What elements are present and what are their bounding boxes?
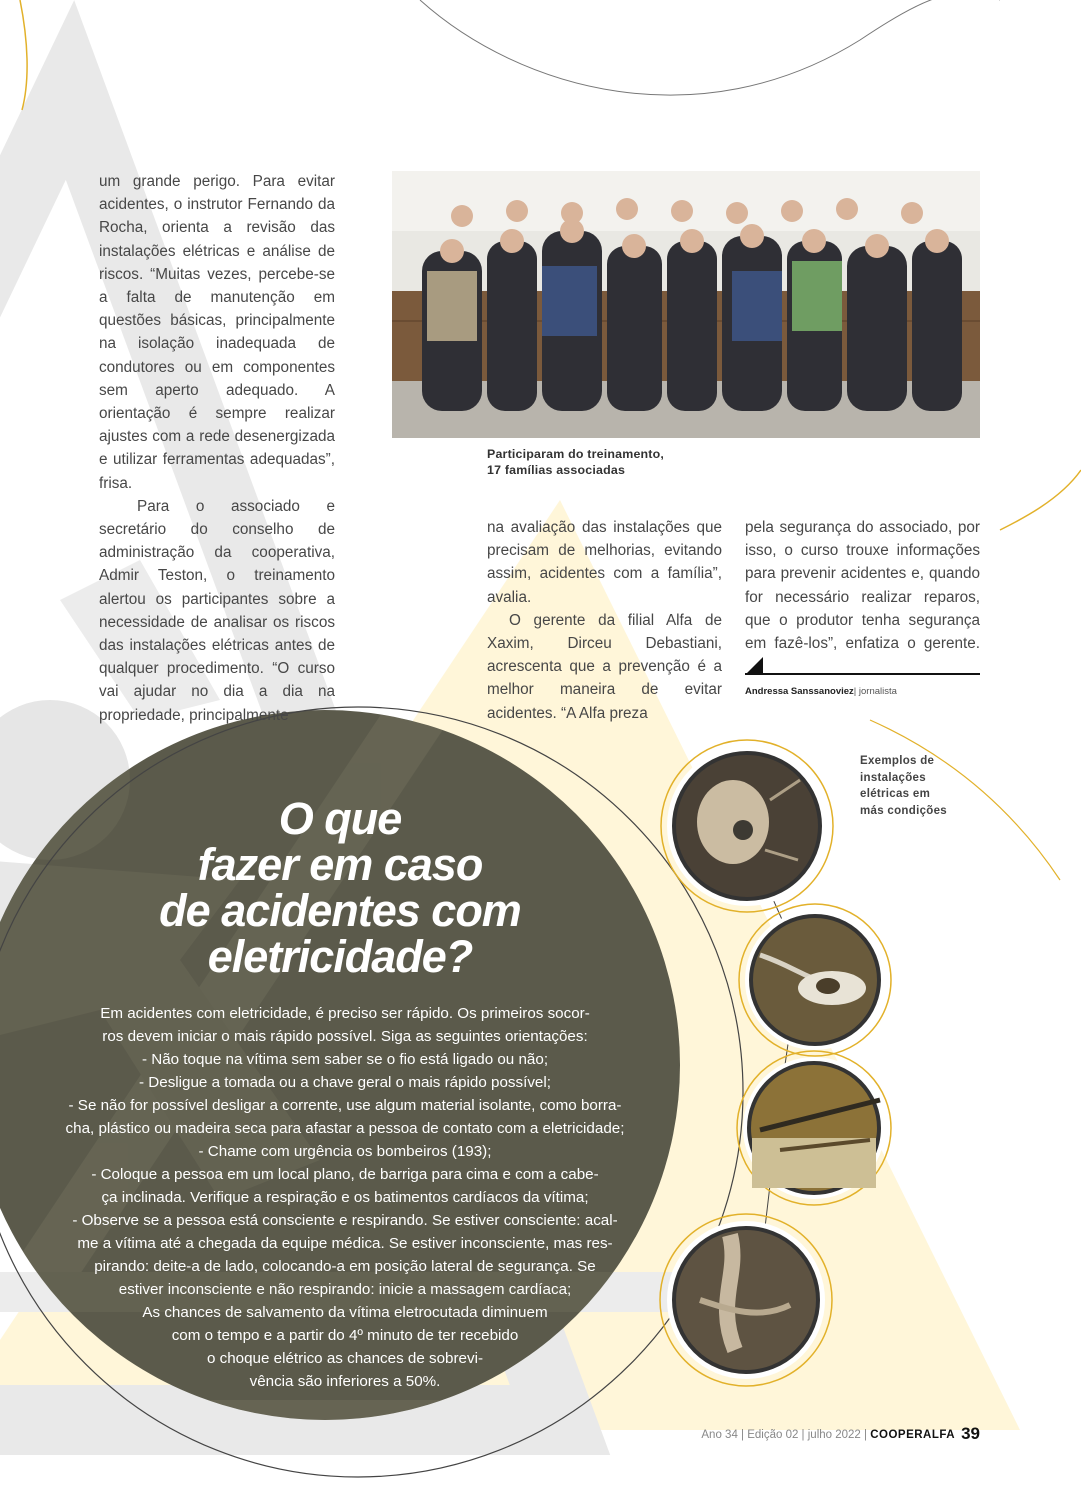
end-of-article-icon xyxy=(747,657,763,673)
paragraph: O gerente da filial Alfa de Xaxim, Dirceu Debastiani, acrescenta que a prevenção é a melhor maneira de evitar acidentes. “A Alfa preza xyxy=(487,611,722,722)
box-text-line: - Desligue a tomada ou a chave geral o mais rápido possível; xyxy=(139,1074,551,1091)
box-text-line: - Se não for possível desligar a corrente, use algum material isolante, como borra- xyxy=(68,1097,622,1114)
box-text-line: - Não toque na vítima sem saber se o fio está ligado ou não; xyxy=(141,1051,549,1068)
thumbnails-caption-line: Exemplos de xyxy=(860,755,935,767)
box-title-line: eletricidade? xyxy=(207,931,473,982)
box-title-line: fazer em caso xyxy=(197,839,483,890)
box-title xyxy=(140,793,540,982)
thumbnails-caption xyxy=(860,753,970,819)
paragraph: na avaliação das instalações que precisam de melhorias, evitando assim, acidentes com a família”, avalia. xyxy=(487,519,722,606)
article-column-right xyxy=(745,516,980,678)
thumbnails-caption-line: instalações xyxy=(860,771,926,784)
thumbnails-caption-line: más condições xyxy=(860,804,947,817)
paragraph: um grande perigo. Para evitar acidentes, o instrutor Fernando da Rocha, orienta a revisão das instalações elétricas e análise de riscos. “Muitas vezes, percebe-se a falta de manutenção em questões básicas, principalmente na isolação inadequada de condutores ou em componentes sem aperto adequado. A orientação é sempre realizar ajustes com a rede desenergizada e utilizar ferramentas adequadas”, frisa. xyxy=(99,173,335,492)
box-text-line: me a vítima até a chegada da equipe médica. Se estiver inconsciente, mas res- xyxy=(77,1235,613,1252)
box-text-line: As chances de salvamento da vítima eletrocutada diminuem xyxy=(142,1304,548,1321)
publication-name: COOPERALFA xyxy=(870,1429,956,1441)
gold-arc-right xyxy=(1000,470,1081,530)
box-text-line: cha, plástico ou madeira seca para afastar a pessoa de contato com a eletricidade; xyxy=(65,1120,625,1137)
byline-divider xyxy=(745,673,980,675)
page-footer xyxy=(701,1424,980,1444)
byline xyxy=(745,686,897,697)
box-text-line: estiver inconsciente e não respirando: inicie a massagem cardíaca; xyxy=(118,1281,572,1298)
paragraph: pela segurança do associado, por isso, o curso trouxe informações para prevenir acidentes e, quando for necessário realizar reparos, que o produtor tenha segurança em fazê-los”, enfatiza o gerente. xyxy=(745,519,980,653)
box-text-line: - Observe se a pessoa está consciente e respirando. Se estiver consciente: acal- xyxy=(72,1212,618,1229)
box-text-line: vência são inferiores a 50%. xyxy=(249,1373,441,1390)
box-text-line: com o tempo e a partir do 4º minuto de ter recebido xyxy=(171,1327,519,1344)
issue-info: Ano 34 | Edição 02 | julho 2022 | xyxy=(701,1429,871,1441)
box-title-line: O que xyxy=(278,793,402,844)
box-text-line: - Coloque a pessoa em um local plano, de barriga para cima e com a cabe- xyxy=(91,1166,599,1183)
photo-caption xyxy=(487,446,747,478)
box-title-line: de acidentes com xyxy=(159,885,521,936)
thumbnails-caption-line: elétricas em xyxy=(860,788,931,800)
thin-arc-top xyxy=(420,0,1000,95)
author-role: | jornalista xyxy=(853,686,897,697)
box-text-line: - Chame com urgência os bombeiros (193); xyxy=(198,1143,492,1160)
group-photo xyxy=(392,171,980,438)
photo-caption-line2: 17 famílias associadas xyxy=(487,463,626,477)
box-text-line: ros devem iniciar o mais rápido possível. Siga as seguintes orientações: xyxy=(102,1028,588,1045)
gold-arc-top xyxy=(20,0,27,110)
box-text-line: Em acidentes com eletricidade, é preciso ser rápido. Os primeiros socor- xyxy=(100,1005,590,1022)
page-number: 39 xyxy=(961,1424,980,1443)
box-text-line: pirando: deite-a de lado, colocando-a em posição lateral de segurança. Se xyxy=(94,1258,596,1275)
box-body-text xyxy=(55,1002,635,1393)
paragraph: Para o associado e secretário do conselho de administração da cooperativa, Admir Teston, o treinamento alertou os participantes sobre a necessidade de analisar os riscos das instalações elétricas antes de qualquer procedimento. “O curso vai ajudar no dia a dia na propriedade, principalmente xyxy=(99,497,335,724)
photo-caption-line1: Participaram do treinamento, xyxy=(487,447,665,461)
box-text-line: ça inclinada. Verifique a respiração e os batimentos cardíacos da vítima; xyxy=(101,1189,589,1206)
author-name: Andressa Sanssanoviez xyxy=(745,686,854,697)
box-text-line: o choque elétrico as chances de sobrevi- xyxy=(206,1350,484,1367)
article-column-left xyxy=(99,170,335,727)
article-column-middle xyxy=(487,516,722,725)
